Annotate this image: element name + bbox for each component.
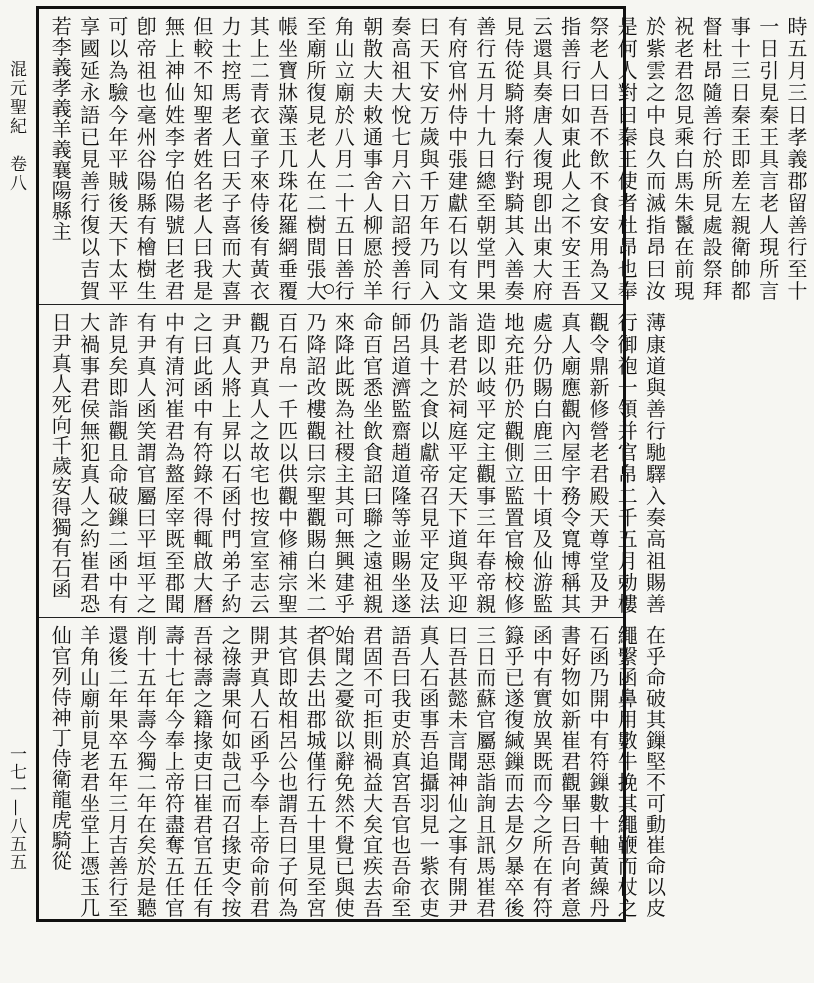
panel-divider	[39, 304, 623, 305]
text-panel-upper	[40, 10, 809, 303]
panel-divider	[39, 617, 623, 618]
text-panel-middle	[40, 306, 667, 616]
panel-text: 時五月三日孝義郡留善行至十一日引見秦王具言老人現所言事十三日秦王即差左親衛帥都督杜昂隨善行於所見處設祭拜祝老君忽見乘白馬朱鬣在前現於紫雲之中良久而滅指昂曰汝是何人對曰秦王使者杜昂也奉祭老人曰吾不飲不食安用為又指善行曰如東此人之不安王吾云還具奏唐人復現卽出東大府見侍從騎將秦行對騎其入善奏善行五月十九日總至朝堂門果有府官州侍中張建獻石以有文曰天下安万歲與千万年乃同入奏高祖大悅七月六日詔授善行朝散大夫敕通事舍人柳愿於羊角山立廟於八月二十五日善行至廟所復見老人在二樹間張大帳坐寶牀藻玉几珠花羅網垂覆其上二青衣童子來侍後有黃衣力士控馬老人曰天子喜而大喜但較不知聖者姓名老人曰我是無上神仙姓李字伯陽號曰老君卽帝祖也毫州谷陽縣有檜樹生可以為驗今年平賊後天下太平享國延永語已見善行復以吉賀若李義孝義羊義襄陽縣主	[48, 16, 809, 301]
book-title-margin: 混元聖紀 卷八	[6, 60, 26, 193]
text-panel-lower	[40, 619, 667, 920]
page-number-margin: 一七一—八五五	[6, 745, 26, 871]
panel-text: 在乎命破其鏁堅不可動崔命以皮繩繫函鼻用數牛挽其繩鞭而杖之石函乃開中有符鏁數十軸黃繰丹書好物如新崔君觀畢曰吾向者意函中有實放異既而今之所在有符籙乎已遂復緘鏁而去是夕暴卒後三日而蘇官屬惡詣詢且訊馬崔君曰吾甚懿未言聞神仙之事有開尹真人石函事吾追攝羽見一紫衣吏語吾曰我吏於真宮吾官也吾命至君固不可拒則禍益大矣宜疾去吾始聞之憂欲以辭免然不覺已與使者俱去出郡城僅行五十里見至宮其官即故相呂公也謂吾曰子何為開尹真人石函乎今奉上帝命前君之祿壽果何如哉己而召掾吏令按吾禄壽之籍掾吏曰崔君官五任有壽十七年今奉上帝符盡奪五任官削十五年壽今獨二年在矣於是聽還後二年果卒五年三月吉善行至羊角山廟前見老君坐堂上憑玉几仙官列侍神丁侍衛龍虎騎從	[48, 625, 667, 918]
circle-mark	[324, 284, 334, 294]
panel-text: 薄康道與善行馳驛入奏高祖賜善行御袍一領并官帛二千五月勅樓觀令鼎新修營老君殿天尊堂及尹真人廟應觀內屋宇務令寬博稱其處分仍賜白鹿三田十頃及仙游監地充莊仍於觀側立監置官檢校修造即以岐平定主觀事三年春帝親詣老君於祠庭平定天下道與平迎仍具十之食以獻帝召見平定及法師呂道濟監齋趙道隆等並賜坐遂命百官悉坐飲食詔曰聯之遠祖親來降此既為社稷主其可無興建乎乃降詔改樓觀曰宗聖觀賜白米二百石帛一千匹以供觀中修補宗聖觀乃尹真人之故宅也按宣室志云尹真人將上昇以石函付門弟子約之曰此函中有符錄不得輒啟大曆中有清河崔君為盩厔宰既至郡聞有尹真人函笑謂官屬曰平垣平之詐見矣即詣觀且命破鏁二函中有大禍事君侯無犯真人之約崔君恐日尹真人死向千歲安得獨有石函	[48, 312, 667, 614]
